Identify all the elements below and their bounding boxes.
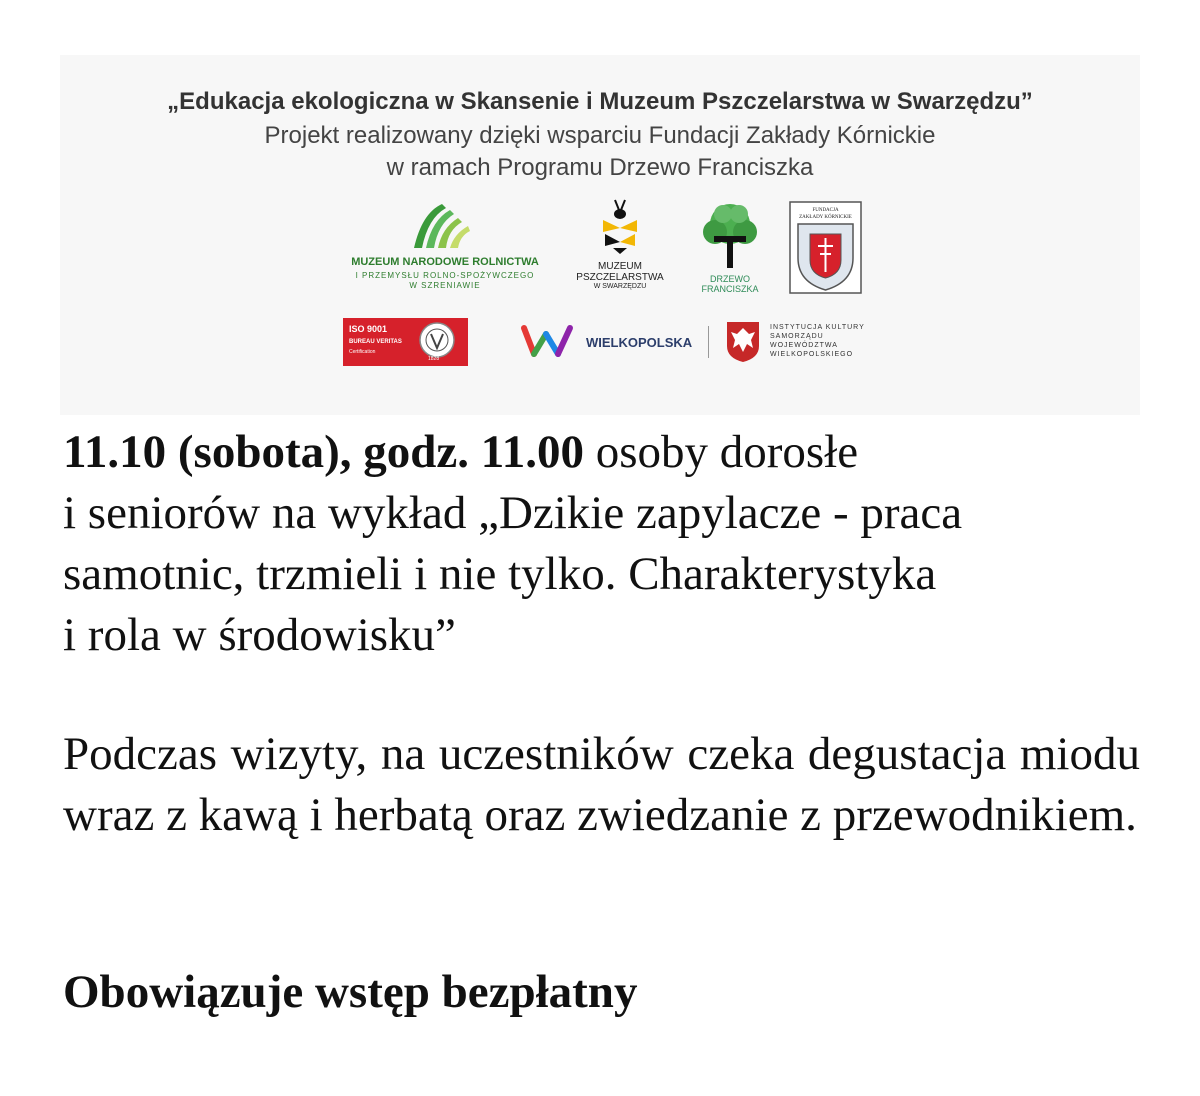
project-sponsor-line: Projekt realizowany dzięki wsparciu Fundacji Zakłady Kórnickie	[264, 122, 936, 149]
event-audience: osoby dorosłe	[583, 426, 859, 478]
iso-bureau-veritas: BUREAU VERITAS	[349, 339, 402, 345]
wielkopolska-w-icon	[520, 320, 576, 360]
crest-icon	[788, 200, 863, 295]
iso-title: ISO 9001	[349, 324, 388, 334]
df-line-2: FRANCISZKA	[701, 284, 759, 294]
wielkopolska-text: WIELKOPOLSKA	[586, 335, 693, 350]
mp-line-1: MUZEUM	[598, 261, 642, 272]
logo-wielkopolska	[520, 320, 700, 365]
event-line-2: i seniorów na wykład „Dzikie zapylacze - praca	[63, 487, 963, 539]
instytucja-kultury-text	[770, 323, 865, 359]
df-line-1: DRZEWO	[710, 274, 750, 284]
event-date: 11.10 (sobota), godz. 11.00	[63, 426, 584, 478]
inst-line-3: WOJEWÓDZTWA	[770, 342, 838, 349]
logo-fundacja-zaklady-kornickie	[788, 200, 863, 295]
logo-iso-9001	[343, 318, 468, 366]
visit-description: Podczas wizyty, na uczestników czeka degustacja miodu wraz z kawą i herbatą oraz zwiedzanie z przewodnikiem.	[63, 728, 1140, 841]
eagle-shield-icon	[725, 320, 761, 364]
fzk-line-2: ZAKŁADY KÓRNICKIE	[799, 215, 852, 220]
project-program-line: w ramach Programu Drzewo Franciszka	[386, 154, 814, 181]
fzk-line-1: FUNDACJA	[812, 208, 839, 213]
iso-year: 1828	[428, 356, 440, 362]
mp-line-2: PSZCZELARSTWA	[576, 272, 664, 283]
logo-muzeum-narodowe-rolnictwa	[340, 198, 550, 293]
inst-line-2: SAMORZĄDU	[770, 333, 824, 340]
event-line-1	[63, 422, 1140, 483]
event-description	[63, 422, 1140, 666]
project-title: „Edukacja ekologiczna w Skansenie i Muzeum Pszczelarstwa w Swarzędzu”	[167, 88, 1033, 115]
logo-drzewo-franciszka	[690, 200, 770, 295]
event-line-4: i rola w środowisku”	[63, 609, 456, 661]
event-line-3: samotnic, trzmieli i nie tylko. Charakterystyka	[63, 548, 937, 600]
admission-info: Obowiązuje wstęp bezpłatny	[63, 966, 638, 1018]
field-rows-icon	[412, 198, 472, 250]
inst-line-1: INSTYTUCJA KULTURY	[770, 324, 865, 331]
logo-muzeum-pszczelarstwa	[565, 198, 675, 293]
mnr-name: MUZEUM NARODOWE ROLNICTWA	[351, 256, 539, 268]
mnr-subtitle-1: I PRZEMYSŁU ROLNO-SPOŻYWCZEGO	[355, 271, 535, 280]
logo-wielkopolska-eagle	[725, 320, 761, 364]
inst-line-4: WIELKOPOLSKIEGO	[770, 351, 854, 358]
logo-divider	[708, 326, 709, 358]
mnr-subtitle-2: W SZRENIAWIE	[409, 281, 481, 290]
tree-icon	[697, 200, 763, 272]
bee-icon	[595, 198, 645, 256]
iso-certification: Certification	[349, 349, 376, 355]
mp-line-3: W SWARZĘDZU	[593, 283, 647, 290]
